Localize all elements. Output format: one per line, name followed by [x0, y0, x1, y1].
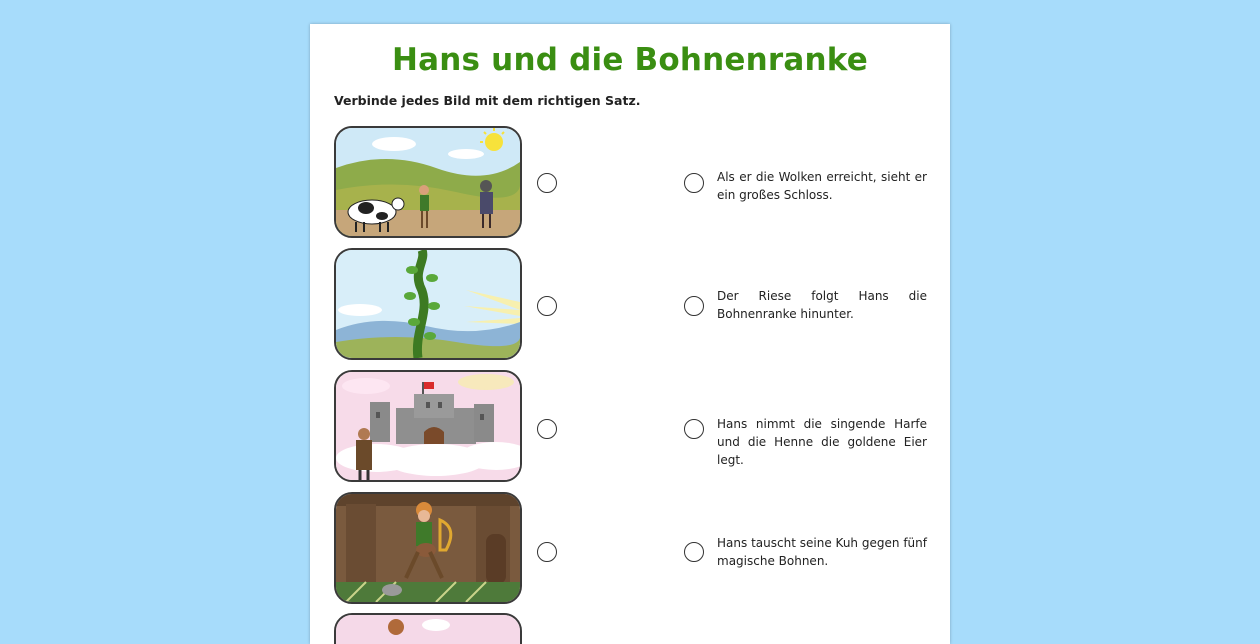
hans-with-harp-scene-icon: [336, 494, 520, 602]
picture-card-5: [334, 613, 522, 644]
sentence-2: Der Riese folgt Hans die Bohnenranke hinunter.: [717, 289, 927, 321]
picture-4-connect-dot[interactable]: [537, 542, 557, 562]
sentence-2-connect-dot[interactable]: [684, 296, 704, 316]
picture-card-3: [334, 370, 522, 482]
picture-card-1: [334, 126, 522, 238]
sentence-3-connect-dot[interactable]: [684, 419, 704, 439]
worksheet-page: [310, 24, 950, 644]
sentence-1: Als er die Wolken erreicht, sieht er ein großes Schloss.: [717, 170, 927, 202]
picture-3-connect-dot[interactable]: [537, 419, 557, 439]
sentence-4-connect-dot[interactable]: [684, 542, 704, 562]
picture-2-connect-dot[interactable]: [537, 296, 557, 316]
beanstalk-scene-icon: [336, 250, 520, 358]
sentence-4: Hans tauscht seine Kuh gegen fünf magische Bohnen.: [717, 536, 927, 568]
sentence-1-connect-dot[interactable]: [684, 173, 704, 193]
picture-1-connect-dot[interactable]: [537, 173, 557, 193]
picture-card-2: [334, 248, 522, 360]
instruction-text: Verbinde jedes Bild mit dem richtigen Satz.: [334, 93, 641, 108]
castle-in-clouds-scene-icon: [336, 372, 520, 480]
picture-card-4: [334, 492, 522, 604]
sentence-3: Hans nimmt die singende Harfe und die Henne die goldene Eier legt.: [717, 417, 927, 467]
worksheet-title: Hans und die Bohnenranke: [392, 42, 868, 78]
cow-trade-scene-icon: [336, 128, 520, 236]
